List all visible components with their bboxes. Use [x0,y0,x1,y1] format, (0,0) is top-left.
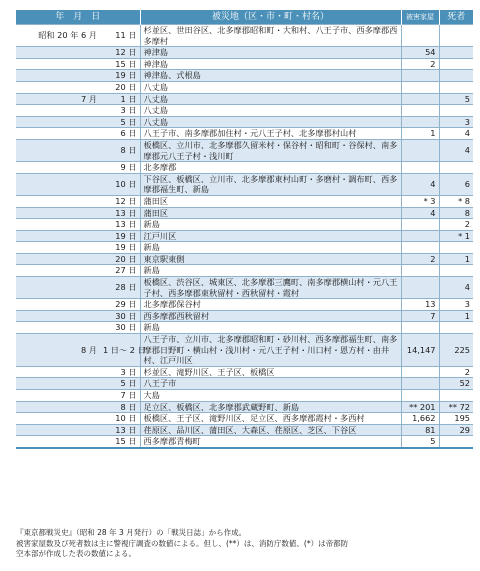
table-row [16,378,473,390]
table-cell-day: 20 日 [100,253,140,265]
table-cell-damage: 2 [401,253,439,265]
table-cell-deaths: 5 [439,93,473,105]
table-cell-damage: 4 [401,207,439,219]
table-cell-month [16,390,100,402]
table-cell-area: 北多摩郡 [140,162,401,174]
table-cell-deaths [439,58,473,70]
table-cell-damage: 5 [401,436,439,448]
table-cell-deaths: ** 72 [439,401,473,413]
table-cell-deaths [439,70,473,82]
header-damage: 被害家屋 [401,10,439,25]
table-cell-deaths: * 8 [439,195,473,207]
table-cell-day: 27 日 [100,265,140,277]
table-cell-day: 13 日 [100,424,140,436]
table-row [16,334,473,367]
table-row [16,322,473,334]
table-cell-day: 15 日 [100,436,140,448]
footnote-line: 被害家屋数及び死者数は主に警視庁調査の数値による。但し、(**）は、消防庁数値、(*）は帝都防 [16,538,349,548]
table-cell-damage [401,366,439,378]
table-row [16,81,473,93]
table-cell-area: 大島 [140,390,401,402]
table-cell-day: 30 日 [100,310,140,322]
table-cell-damage [401,378,439,390]
table-cell-month [16,322,100,334]
table-cell-deaths [439,105,473,117]
table-cell-month [16,58,100,70]
table-cell-month [16,366,100,378]
table-cell-deaths [439,322,473,334]
table-row [16,58,473,70]
table-cell-area: 神津島 [140,58,401,70]
table-row [16,277,473,299]
table-cell-month [16,139,100,161]
table-cell-damage [401,242,439,254]
table-cell-deaths: 2 [439,366,473,378]
table-cell-area: 西多摩郡青梅町 [140,436,401,448]
table-cell-area: 神津島 [140,47,401,59]
table-cell-day: 3 日 [100,366,140,378]
table-cell-area: 新島 [140,219,401,231]
table-cell-deaths: 52 [439,378,473,390]
table-cell-deaths: 225 [439,334,473,367]
table-cell-area: 江戸川区 [140,230,401,242]
header-area: 被災地（区・市・町・村名） [140,10,401,25]
table-cell-deaths: 6 [439,173,473,195]
table-cell-damage: * 3 [401,195,439,207]
table-cell-day: 19 日 [100,70,140,82]
table-cell-day: 28 日 [100,277,140,299]
table-cell-area: 八丈島 [140,93,401,105]
table-cell-area: 八丈島 [140,116,401,128]
table-cell-deaths: 1 [439,253,473,265]
table-cell-day: 5 日 [100,378,140,390]
table-cell-month [16,413,100,425]
table-cell-area: 西多摩郡西秋留村 [140,310,401,322]
table-cell-month [16,242,100,254]
table-cell-deaths [439,390,473,402]
table-cell-area: 杉並区、滝野川区、王子区、板橋区 [140,366,401,378]
table-cell-day: 15 日 [100,58,140,70]
table-cell-deaths: 2 [439,219,473,231]
table-cell-area: 板橋区、立川市、北多摩郡久留米村・保谷村・昭和町・谷保村、南多摩郡元八王子村・浅川町 [140,139,401,161]
table-cell-area: 蒲田区 [140,195,401,207]
table-cell-deaths: 3 [439,299,473,311]
table-cell-month [16,105,100,117]
table-cell-damage [401,105,439,117]
table-cell-damage: 1 [401,128,439,140]
table-cell-day: 11 日 [100,25,140,47]
table-cell-month [16,277,100,299]
table-cell-deaths [439,265,473,277]
table-cell-month: 7 月 [16,93,100,105]
table-cell-day: 10 日 [100,173,140,195]
table-cell-month [16,81,100,93]
table-cell-damage [401,116,439,128]
table-row [16,116,473,128]
table-cell-area: 新島 [140,265,401,277]
header-deaths: 死者 [439,10,473,25]
table-cell-month: 昭和 20 年 6 月 [16,25,100,47]
table-cell-area: 北多摩郡保谷村 [140,299,401,311]
table-cell-damage [401,265,439,277]
table-cell-damage: 14,147 [401,334,439,367]
table-cell-day: 13 日 [100,219,140,231]
table-row [16,47,473,59]
table-cell-day: 10 日 [100,413,140,425]
table-cell-damage [401,25,439,47]
table-cell-month [16,230,100,242]
table-cell-deaths [439,81,473,93]
table-cell-deaths [439,162,473,174]
table-cell-damage [401,162,439,174]
table-cell-damage [401,390,439,402]
table-cell-deaths [439,47,473,59]
table-row [16,207,473,219]
table-cell-deaths: * 1 [439,230,473,242]
table-cell-damage [401,322,439,334]
table-cell-damage: ** 201 [401,401,439,413]
table-row [16,173,473,195]
table-cell-deaths: 4 [439,139,473,161]
table-cell-damage: 81 [401,424,439,436]
table-row [16,219,473,231]
table-cell-day: 1 日〜 2 日 [100,334,140,367]
table-header-row [16,10,473,25]
table-cell-deaths [439,25,473,47]
table-cell-deaths: 4 [439,277,473,299]
table-cell-day: 3 日 [100,105,140,117]
table-cell-month [16,219,100,231]
table-body [16,25,473,448]
table-cell-damage: 54 [401,47,439,59]
table-cell-day: 9 日 [100,162,140,174]
table-cell-month [16,253,100,265]
table-cell-day: 20 日 [100,81,140,93]
table-row [16,390,473,402]
table-cell-day: 6 日 [100,128,140,140]
table-cell-deaths [439,436,473,448]
table-cell-deaths [439,242,473,254]
table-cell-day: 12 日 [100,195,140,207]
table-row [16,424,473,436]
table-row [16,436,473,448]
air-raid-table [16,10,473,449]
table-cell-area: 板橋区、王子区、滝野川区、足立区、西多摩郡霞村・多西村 [140,413,401,425]
table-cell-month [16,299,100,311]
table-cell-month [16,265,100,277]
table-cell-deaths: 8 [439,207,473,219]
table-cell-month [16,70,100,82]
table-cell-damage: 4 [401,173,439,195]
table-cell-damage [401,81,439,93]
table-cell-day: 30 日 [100,322,140,334]
table-cell-day: 8 日 [100,139,140,161]
table-cell-damage: 2 [401,58,439,70]
table-row [16,253,473,265]
table-cell-month [16,401,100,413]
table-cell-day: 5 日 [100,116,140,128]
table-cell-area: 足立区、板橋区、北多摩郡武蔵野町、新島 [140,401,401,413]
table-row [16,401,473,413]
table-cell-day: 19 日 [100,242,140,254]
table-cell-area: 八丈島 [140,105,401,117]
table-row [16,366,473,378]
table-row [16,299,473,311]
table-row [16,128,473,140]
table-cell-area: 東京駅東側 [140,253,401,265]
table-cell-damage [401,230,439,242]
table-row [16,195,473,207]
table-row [16,70,473,82]
table-cell-deaths: 3 [439,116,473,128]
table-row [16,105,473,117]
table-row [16,25,473,47]
table-cell-day: 7 日 [100,390,140,402]
table-cell-area: 蒲田区 [140,207,401,219]
table-cell-area: 八丈島 [140,81,401,93]
table-cell-area: 板橋区、渋谷区、城東区、北多摩郡三鷹町、南多摩郡横山村・元八王子村、西多摩郡東秋留村・西秋留村・霞村 [140,277,401,299]
header-date: 年 月 日 [16,10,140,25]
table-cell-deaths: 29 [439,424,473,436]
table-cell-day: 13 日 [100,207,140,219]
table-cell-deaths: 4 [439,128,473,140]
table-row [16,310,473,322]
table-cell-area: 八王子市 [140,378,401,390]
table-cell-month [16,310,100,322]
table-cell-day: 12 日 [100,47,140,59]
table-row [16,93,473,105]
table-cell-month: 8 月 [16,334,100,367]
table-cell-damage [401,93,439,105]
table-cell-damage: 13 [401,299,439,311]
table-cell-area: 新島 [140,322,401,334]
table-cell-area: 八王子市、南多摩郡加住村・元八王子村、北多摩郡村山村 [140,128,401,140]
table-cell-day: 1 日 [100,93,140,105]
table-cell-month [16,195,100,207]
table-cell-deaths: 195 [439,413,473,425]
table-cell-area: 下谷区、板橋区、立川市、北多摩郡東村山町・多磨村・調布町、西多摩郡福生町、新島 [140,173,401,195]
table-row [16,242,473,254]
table-cell-month [16,162,100,174]
table-cell-damage [401,219,439,231]
footnote-line: 『東京都戦災史』（昭和 28 年 3 月発行）の「戦災日誌」から作成。 [16,528,247,537]
table-cell-damage: 7 [401,310,439,322]
table-cell-area: 荏原区、品川区、蒲田区、大森区、荏原区、芝区、下谷区 [140,424,401,436]
table-cell-month [16,424,100,436]
table-cell-month [16,128,100,140]
table-cell-deaths: 1 [439,310,473,322]
footnote [16,528,474,560]
table-row [16,139,473,161]
table-cell-area: 新島 [140,242,401,254]
table-cell-area: 杉並区、世田谷区、北多摩郡昭和町・大和村、八王子市、西多摩郡西多摩村 [140,25,401,47]
table-cell-day: 19 日 [100,230,140,242]
table-cell-month [16,436,100,448]
table-cell-area: 神津島、式根島 [140,70,401,82]
table-cell-damage [401,139,439,161]
table-row [16,162,473,174]
table-cell-month [16,378,100,390]
table-cell-day: 29 日 [100,299,140,311]
table-cell-month [16,47,100,59]
table-cell-month [16,207,100,219]
table-cell-day: 8 日 [100,401,140,413]
footnote-line: 空本部が作成した表の数値による。 [16,549,136,558]
table-cell-damage [401,277,439,299]
table-cell-damage: 1,662 [401,413,439,425]
table-row [16,230,473,242]
table-row [16,265,473,277]
table-cell-damage [401,70,439,82]
table-cell-month [16,173,100,195]
table-row [16,413,473,425]
table-cell-area: 八王子市、立川市、北多摩郡昭和町・砂川村、西多摩郡福生町、南多摩郡日野町・横山村・浅川村・元八王子村・川口村・恩方村・由井村、江戸川区 [140,334,401,367]
table-cell-month [16,116,100,128]
